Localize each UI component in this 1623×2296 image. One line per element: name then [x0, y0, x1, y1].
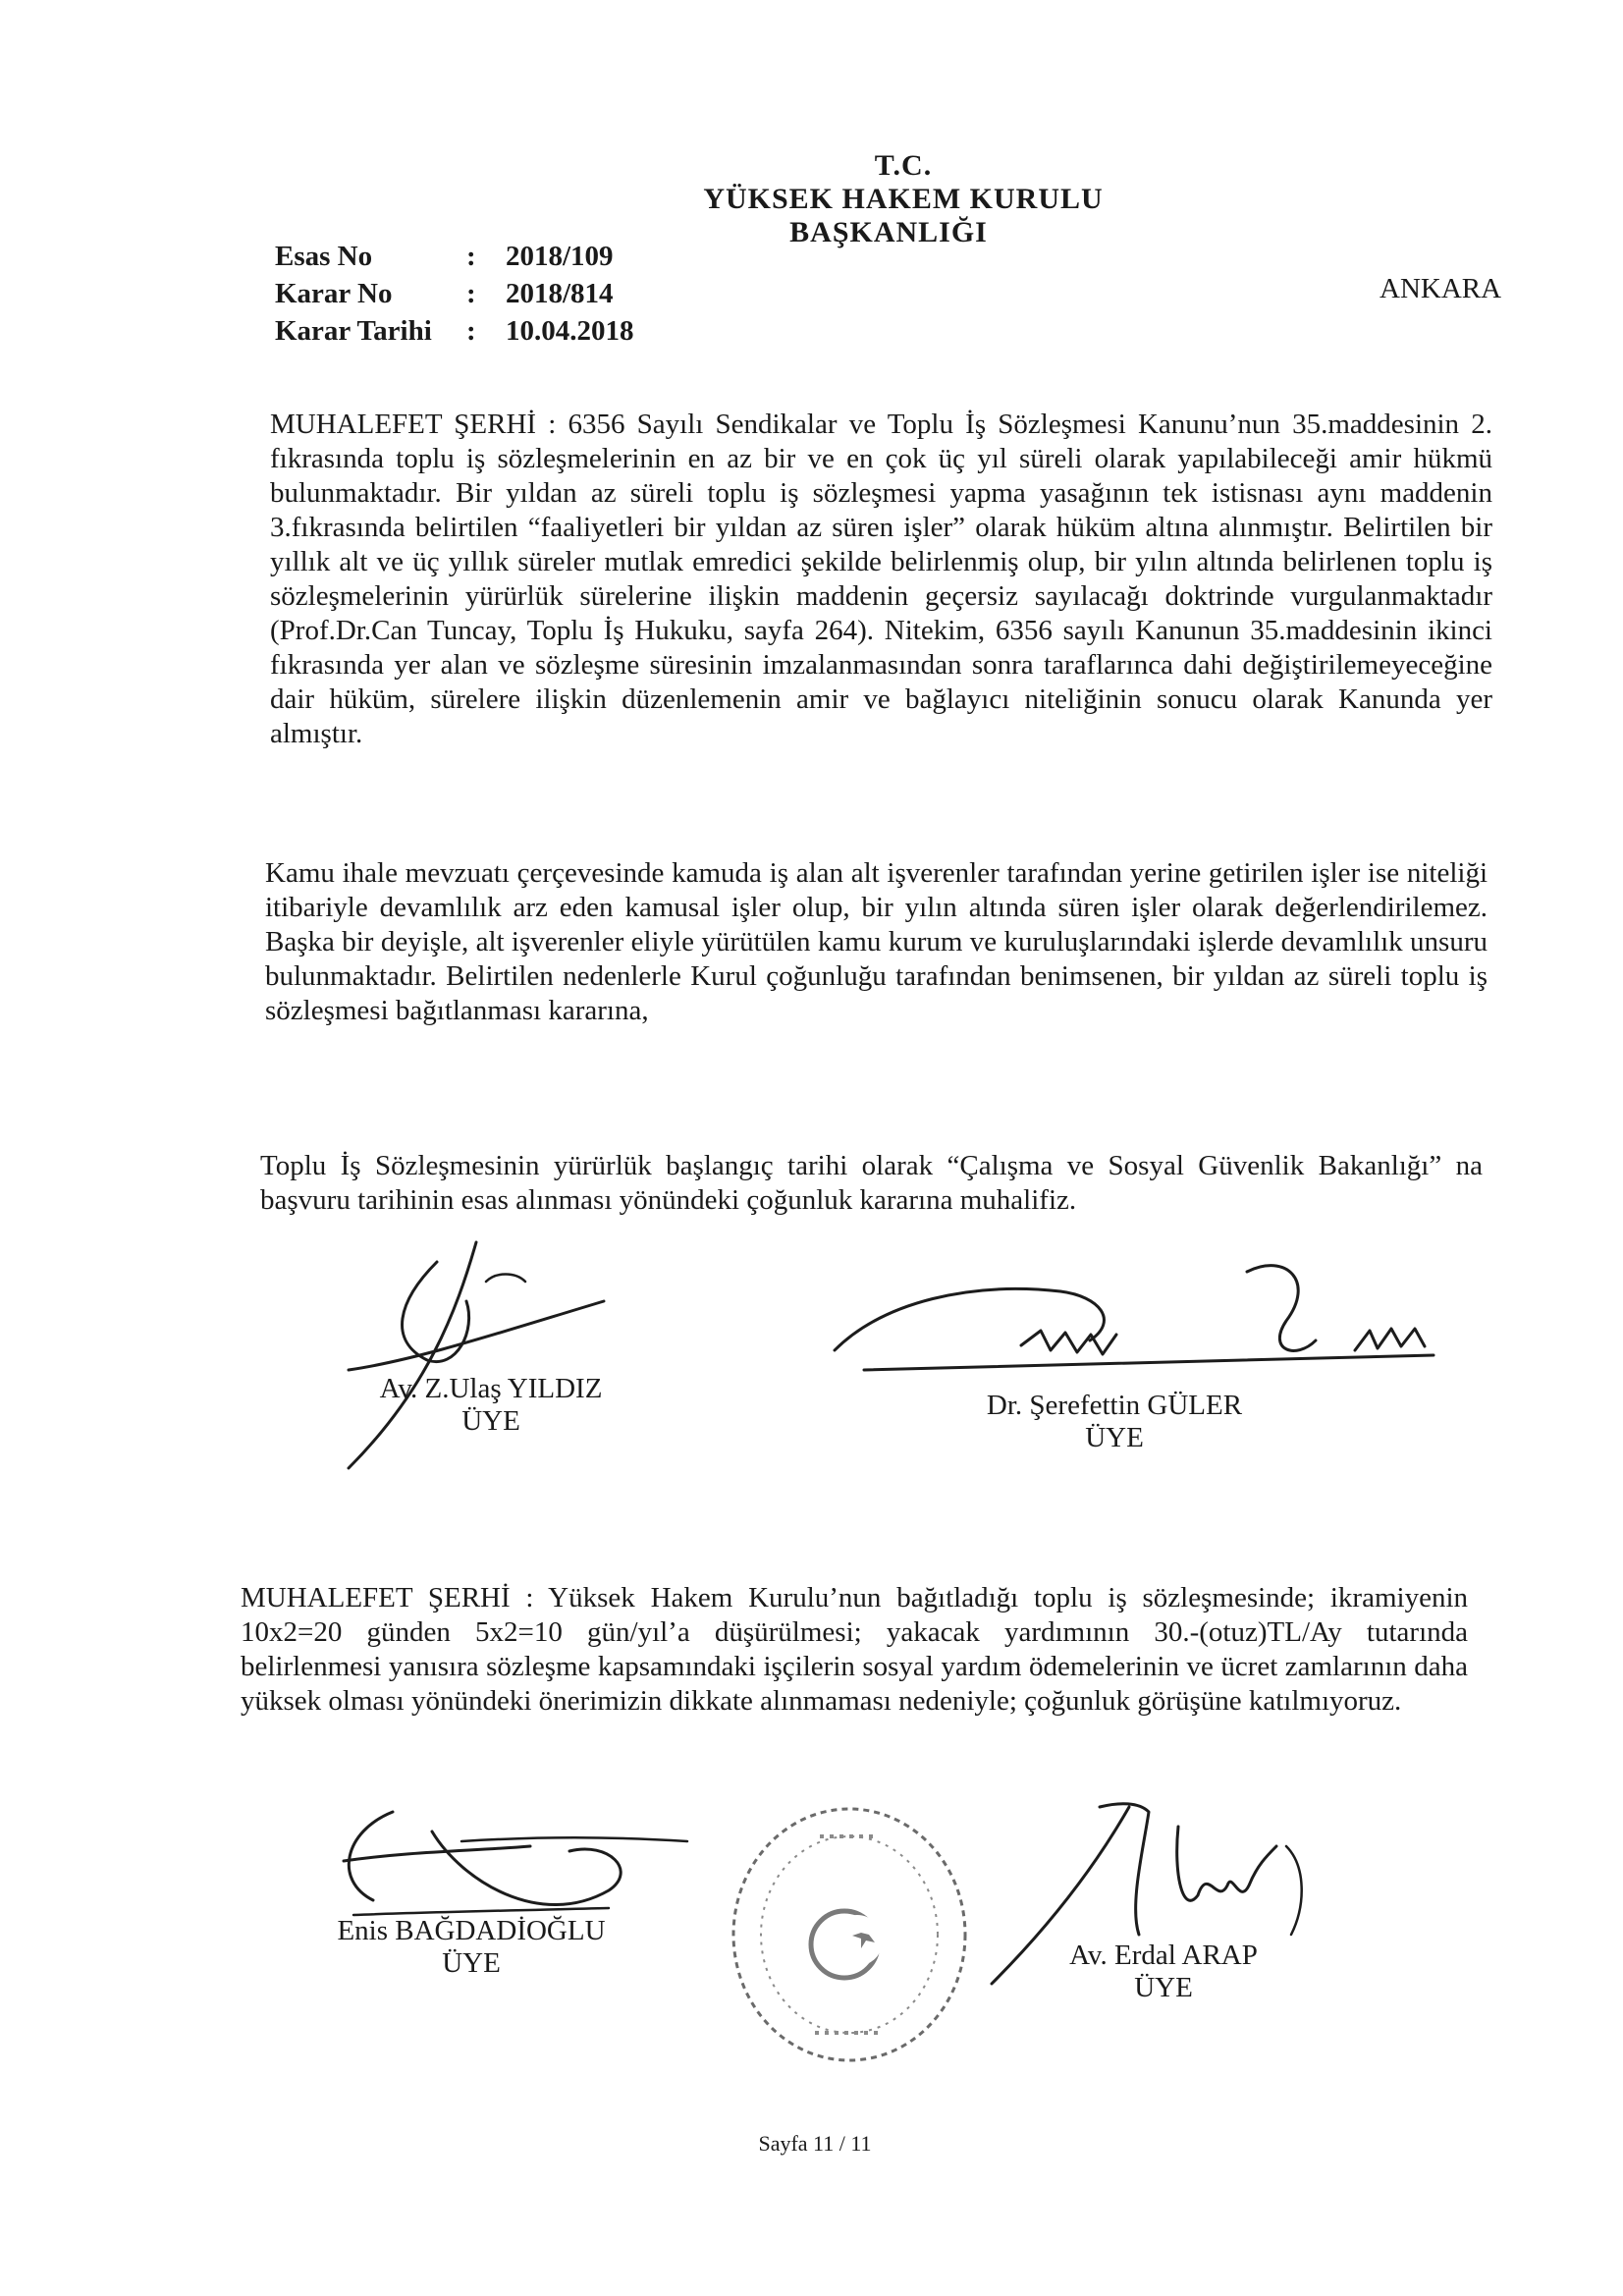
- dissent-paragraph-3: Toplu İş Sözleşmesinin yürürlük başlangıç tarihi olarak “Çalışma ve Sosyal Güvenlik Bakanlığı” na başvuru tarihinin esas alınması yönündeki çoğunluk kararına muhalifiz.: [260, 1150, 1483, 1216]
- meta-esas-label: Esas No: [275, 241, 373, 272]
- signature-yildiz: [329, 1223, 623, 1478]
- signer-bagdadioglu: [304, 1915, 638, 1980]
- meta-block: [275, 238, 634, 350]
- dissent-paragraph-2: Kamu ihale mevzuatı çerçevesinde kamuda iş alan alt işverenler tarafından yerine getirilen işler ise niteliği itibariyle devamlılık arz eden kamusal işler olup, bir yılın altında süren işler olarak değerlendirilemez. Başka bir deyişle, alt işverenler eliyle yürütülen kamu kurum ve kuruluşlarındaki işlerde devamlılık unsuru bulunmaktadır. Belirtilen nedenlerle Kurul çoğunluğu tarafından benimsenen, bir yıldan az süreli toplu iş sözleşmesi bağıtlanması kararına,: [265, 857, 1488, 1026]
- signer-guler-role: ÜYE: [1085, 1422, 1144, 1453]
- page-number: Sayfa 11 / 11: [758, 2131, 872, 2156]
- signer-guler-name: Dr. Şerefettin GÜLER: [986, 1390, 1243, 1421]
- meta-karar-label: Karar No: [275, 278, 393, 309]
- header-tc: T.C.: [874, 149, 933, 182]
- signer-bagdadioglu-name: Enis BAĞDADİOĞLU: [337, 1915, 606, 1946]
- header-presidency: BAŞKANLIĞI: [789, 216, 988, 248]
- signer-yildiz-role: ÜYE: [461, 1405, 520, 1437]
- meta-tarih: [275, 312, 634, 350]
- signer-bagdadioglu-role: ÜYE: [442, 1947, 501, 1979]
- signer-arap-name: Av. Erdal ARAP: [1069, 1940, 1258, 1971]
- official-seal: [722, 1797, 977, 2072]
- signer-arap: [1021, 1940, 1306, 2004]
- meta-karar-value: 2018/814: [506, 278, 614, 309]
- dissent-paragraph-4: MUHALEFET ŞERHİ : Yüksek Hakem Kurulu’nun bağıtladığı toplu iş sözleşmesinde; ikramiyenin 10x2=20 günden 5x2=10 gün/yıl’a düşürülmesi; yakacak yardımının 30.-(otuz)TL/Ay tutarında belirlenmesi yanısıra sözleşme kapsamındaki işçilerin sosyal yardım ödemelerinin ve ücret zamlarının daha yüksek olması yönündeki önerimizin dikkate alınmaması nedeniyle; çoğunluk görüşüne katılmıyoruz.: [241, 1582, 1468, 1717]
- header-city: ANKARA: [1380, 273, 1502, 304]
- header-institution: YÜKSEK HAKEM KURULU: [703, 183, 1104, 215]
- signer-arap-role: ÜYE: [1134, 1972, 1193, 2003]
- signer-guler: [952, 1390, 1276, 1454]
- meta-separator: :: [466, 315, 476, 347]
- signer-yildiz: [334, 1373, 648, 1438]
- meta-tarih-value: 10.04.2018: [506, 315, 634, 347]
- meta-esas: [275, 238, 634, 275]
- meta-esas-value: 2018/109: [506, 241, 614, 272]
- meta-tarih-label: Karar Tarihi: [275, 315, 432, 347]
- meta-separator: :: [466, 278, 476, 309]
- signer-yildiz-name: Av. Z.Ulaş YILDIZ: [379, 1373, 603, 1404]
- dissent-paragraph-1: MUHALEFET ŞERHİ : 6356 Sayılı Sendikalar ve Toplu İş Sözleşmesi Kanunu’nun 35.maddesinin 2. fıkrasında toplu iş sözleşmelerinin en az bir ve en çok üç yıl süreli olarak yapılabileceği amir hükmü bulunmaktadır. Bir yıldan az süreli toplu iş sözleşmesi yapma yasağının tek istisnası aynı maddenin 3.fıkrasında belirtilen “faaliyetleri bir yıldan az süren işler” olarak hüküm altına alınmıştır. Belirtilen bir yıllık alt ve üç yıllık süreler mutlak emredici şekilde belirlenmiş olup, bir yılın altında belirlenen toplu iş sözleşmelerinin yürürlük sürelerine ilişkin maddenin geçersiz sayılacağı doktrinde vurgulanmaktadır (Prof.Dr.Can Tuncay, Toplu İş Hukuku, sayfa 264). Nitekim, 6356 sayılı Kanunun 35.maddesinin ikinci fıkrasında yer alan ve sözleşme süresinin imzalanmasından sonra taraflarınca dahi değiştirilemeyeceğine dair hüküm, sürelere ilişkin düzenlemenin amir ve bağlayıcı niteliğinin sonucu olarak Kanunda yer almıştır.: [270, 409, 1492, 749]
- meta-karar: [275, 275, 634, 312]
- meta-separator: :: [466, 241, 476, 272]
